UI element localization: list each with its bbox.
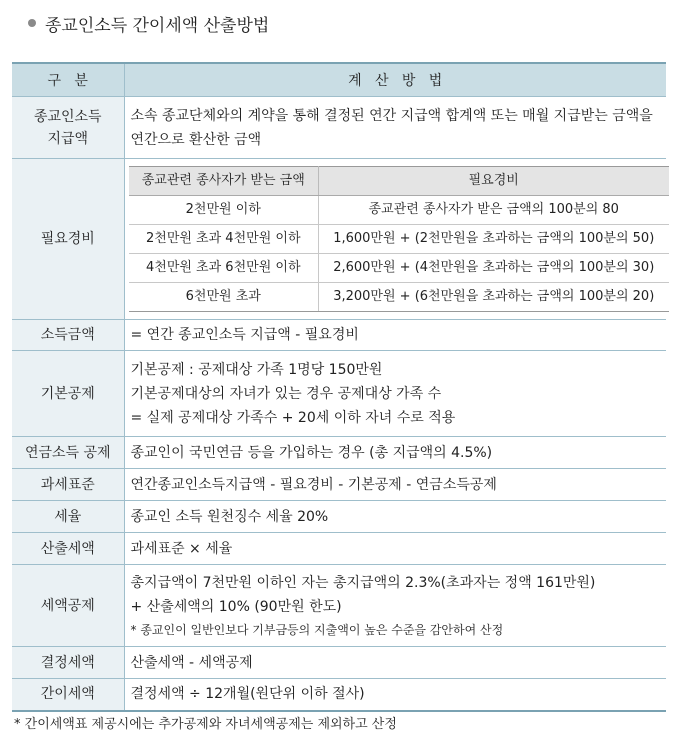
bullet-icon [28, 19, 36, 27]
row-label: 소득금액 [12, 320, 124, 351]
row-label: 과세표준 [12, 469, 124, 501]
row-content: 결정세액 ÷ 12개월(원단위 이하 절사) [124, 679, 666, 711]
subtable-cell: 2,600만원 + (4천만원을 초과하는 금액의 100분의 30) [319, 254, 669, 283]
subtable-header: 종교관련 종사자가 받는 금액 [129, 167, 319, 196]
subtable-cell: 6천만원 초과 [129, 283, 319, 312]
row-content: 종교인이 국민연금 등을 가입하는 경우 (총 지급액의 4.5%) [124, 437, 666, 469]
row-label: 결정세액 [12, 647, 124, 679]
table-row [12, 647, 666, 679]
row-content [124, 351, 666, 437]
table-row [12, 97, 666, 159]
row-label: 기본공제 [12, 351, 124, 437]
table-row [12, 469, 666, 501]
content-line: 기본공제대상의 자녀가 있는 경우 공제대상 가족 수 [130, 385, 442, 402]
table-header-row [12, 63, 666, 97]
content-note: * 종교인이 일반인보다 기부금등의 지출액이 높은 수준을 감안하여 산정 [130, 622, 504, 637]
table-row [12, 351, 666, 437]
subtable-row [129, 254, 669, 283]
subtable-header-row [129, 167, 669, 196]
table-row [12, 679, 666, 711]
row-label: 세율 [12, 501, 124, 533]
row-content: 과세표준 × 세율 [124, 533, 666, 565]
content-line: = 실제 공제대상 가족수 + 20세 이하 자녀 수로 적용 [130, 409, 456, 426]
row-content [124, 565, 666, 647]
subtable-header: 필요경비 [319, 167, 669, 196]
row-label: 산출세액 [12, 533, 124, 565]
table-row [12, 565, 666, 647]
content-line: 총지급액이 7천만원 이하인 자는 총지급액의 2.3%(초과자는 정액 161만원) [130, 574, 596, 591]
header-category: 구 분 [12, 63, 124, 97]
content-line: + 산출세액의 10% (90만원 한도) [130, 598, 342, 615]
subtable-cell: 4천만원 초과 6천만원 이하 [129, 254, 319, 283]
row-label: 연금소득 공제 [12, 437, 124, 469]
subtable-row [129, 196, 669, 225]
row-content: 연간종교인소득지급액 - 필요경비 - 기본공제 - 연금소득공제 [124, 469, 666, 501]
table-row [12, 159, 666, 320]
header-method: 계 산 방 법 [124, 63, 666, 97]
content-line: 기본공제 : 공제대상 가족 1명당 150만원 [130, 361, 383, 378]
footnote: * 간이세액표 제공시에는 추가공제와 자녀세액공제는 제외하고 산정 [14, 717, 397, 732]
subtable-cell: 3,200만원 + (6천만원을 초과하는 금액의 100분의 20) [319, 283, 669, 312]
row-content: 산출세액 - 세액공제 [124, 647, 666, 679]
section-title-text: 종교인소득 간이세액 산출방법 [45, 15, 270, 36]
table-row [12, 320, 666, 351]
subtable-cell: 1,600만원 + (2천만원을 초과하는 금액의 100분의 50) [319, 225, 669, 254]
row-label: 세액공제 [12, 565, 124, 647]
row-content [124, 159, 666, 320]
table-row [12, 533, 666, 565]
subtable-cell: 2천만원 이하 [129, 196, 319, 225]
subtable-cell: 2천만원 초과 4천만원 이하 [129, 225, 319, 254]
subtable-cell: 종교관련 종사자가 받은 금액의 100분의 80 [319, 196, 669, 225]
table-row [12, 501, 666, 533]
tax-calculation-table [12, 62, 666, 712]
table-row [12, 437, 666, 469]
subtable-row [129, 225, 669, 254]
section-title [28, 10, 269, 36]
row-content: 종교인 소득 원천징수 세율 20% [124, 501, 666, 533]
row-label: 필요경비 [12, 159, 124, 320]
subtable-row [129, 283, 669, 312]
row-content: 소속 종교단체와의 계약을 통해 결정된 연간 지급액 합계액 또는 매월 지급받는 금액을 연간으로 환산한 금액 [124, 97, 666, 159]
row-label: 종교인소득 지급액 [12, 97, 124, 159]
row-content: = 연간 종교인소득 지급액 - 필요경비 [124, 320, 666, 351]
expense-subtable [129, 166, 669, 312]
row-label: 간이세액 [12, 679, 124, 711]
